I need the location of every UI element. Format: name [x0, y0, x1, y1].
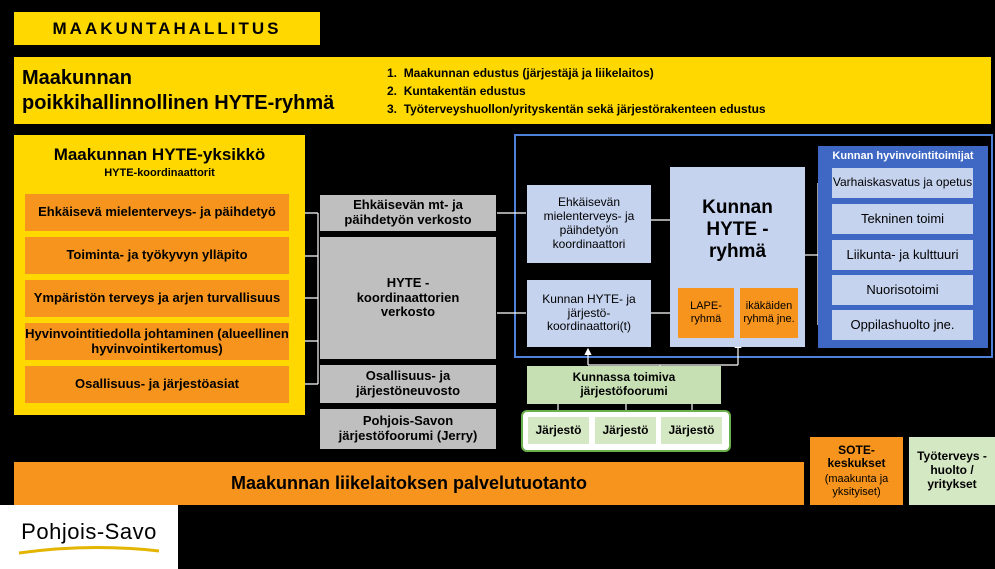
- lape-group: LAPE-ryhmä: [678, 288, 734, 338]
- list-item: 1. Maakunnan edustus (järjestäjä ja liikelaitos): [387, 65, 654, 80]
- cross-group-list: [372, 64, 766, 118]
- logo-swoosh-icon: [14, 545, 164, 555]
- sote-centers: [810, 437, 903, 505]
- list-item-text: Työterveyshuollon/yrityskentän sekä järjestörakenteen edustus: [403, 101, 766, 116]
- participation-council: Osallisuus- ja järjestöneuvosto: [320, 365, 496, 403]
- list-item: 3. Työterveyshuollon/yrityskentän sekä järjestörakenteen edustus: [387, 101, 766, 116]
- hyte-coordinator-network: HYTE -koordinaattorien verkosto: [320, 237, 496, 359]
- cross-group-banner: [14, 57, 991, 124]
- list-item: 2. Kuntakentän edustus: [387, 83, 526, 98]
- sote-title: SOTE-keskukset: [827, 442, 886, 471]
- actor-student-welfare: Oppilashuolto jne.: [832, 310, 973, 340]
- unit-item-participation: Osallisuus- ja järjestöasiat: [25, 366, 289, 403]
- org-box: Järjestö: [661, 417, 722, 444]
- mt-coordinator: Ehkäisevän mielenterveys- ja päihdetyön koordinaattori: [527, 185, 651, 263]
- hyte-unit-title: Maakunnan HYTE-yksikkö: [53, 145, 266, 164]
- unit-item-work-ability: Toiminta- ja työkyvyn ylläpito: [25, 237, 289, 274]
- sote-note: (maakunta ja yksityiset): [824, 473, 889, 498]
- logo-text: Pohjois-Savo: [21, 519, 157, 545]
- unit-item-wellbeing-data: Hyvinvointitiedolla johtaminen (alueellinen hyvinvointikertomus): [25, 323, 289, 360]
- org-box: Järjestö: [595, 417, 656, 444]
- hyte-coordinator: Kunnan HYTE- ja järjestö-koordinaattori(t): [527, 280, 651, 347]
- actor-youth: Nuorisotoimi: [832, 275, 973, 305]
- hyte-unit-subtitle: HYTE-koordinaattorit: [104, 166, 215, 179]
- org-box: Järjestö: [528, 417, 589, 444]
- regional-org-forum: Pohjois-Savon järjestöfoorumi (Jerry): [320, 409, 496, 449]
- mt-network: Ehkäisevän mt- ja päihdetyön verkosto: [320, 195, 496, 231]
- unit-item-mental-health: Ehkäisevä mielenterveys- ja päihdetyö: [25, 194, 289, 231]
- actor-early-education: Varhaiskasvatus ja opetus: [832, 168, 973, 198]
- actor-technical: Tekninen toimi: [832, 204, 973, 234]
- local-org-forum: Kunnassa toimiva järjestöfoorumi: [527, 366, 721, 404]
- unit-item-environment: Ympäristön terveys ja arjen turvallisuus: [25, 280, 289, 317]
- list-item-text: Kuntakentän edustus: [403, 83, 526, 98]
- cross-group-title-line1: Maakunnan: [22, 66, 133, 89]
- municipal-actors-title: Kunnan hyvinvointitoimijat: [832, 150, 974, 162]
- list-item-text: Maakunnan edustus (järjestäjä ja liikelaitos): [403, 65, 654, 80]
- cross-group-title-line2: poikkihallinnollinen HYTE-ryhmä: [22, 91, 335, 114]
- header-title: MAAKUNTAHALLITUS: [14, 12, 320, 45]
- municipal-hyte-group-title: Kunnan HYTE -ryhmä: [702, 197, 773, 262]
- actor-sports-culture: Liikunta- ja kulttuuri: [832, 240, 973, 270]
- cross-group-title: [14, 66, 372, 116]
- logo: [0, 505, 178, 569]
- service-production: Maakunnan liikelaitoksen palvelutuotanto: [14, 462, 804, 505]
- occupational-health: Työterveys -huolto / yritykset: [909, 437, 995, 505]
- elderly-group: ikäkäiden ryhmä jne.: [740, 288, 798, 338]
